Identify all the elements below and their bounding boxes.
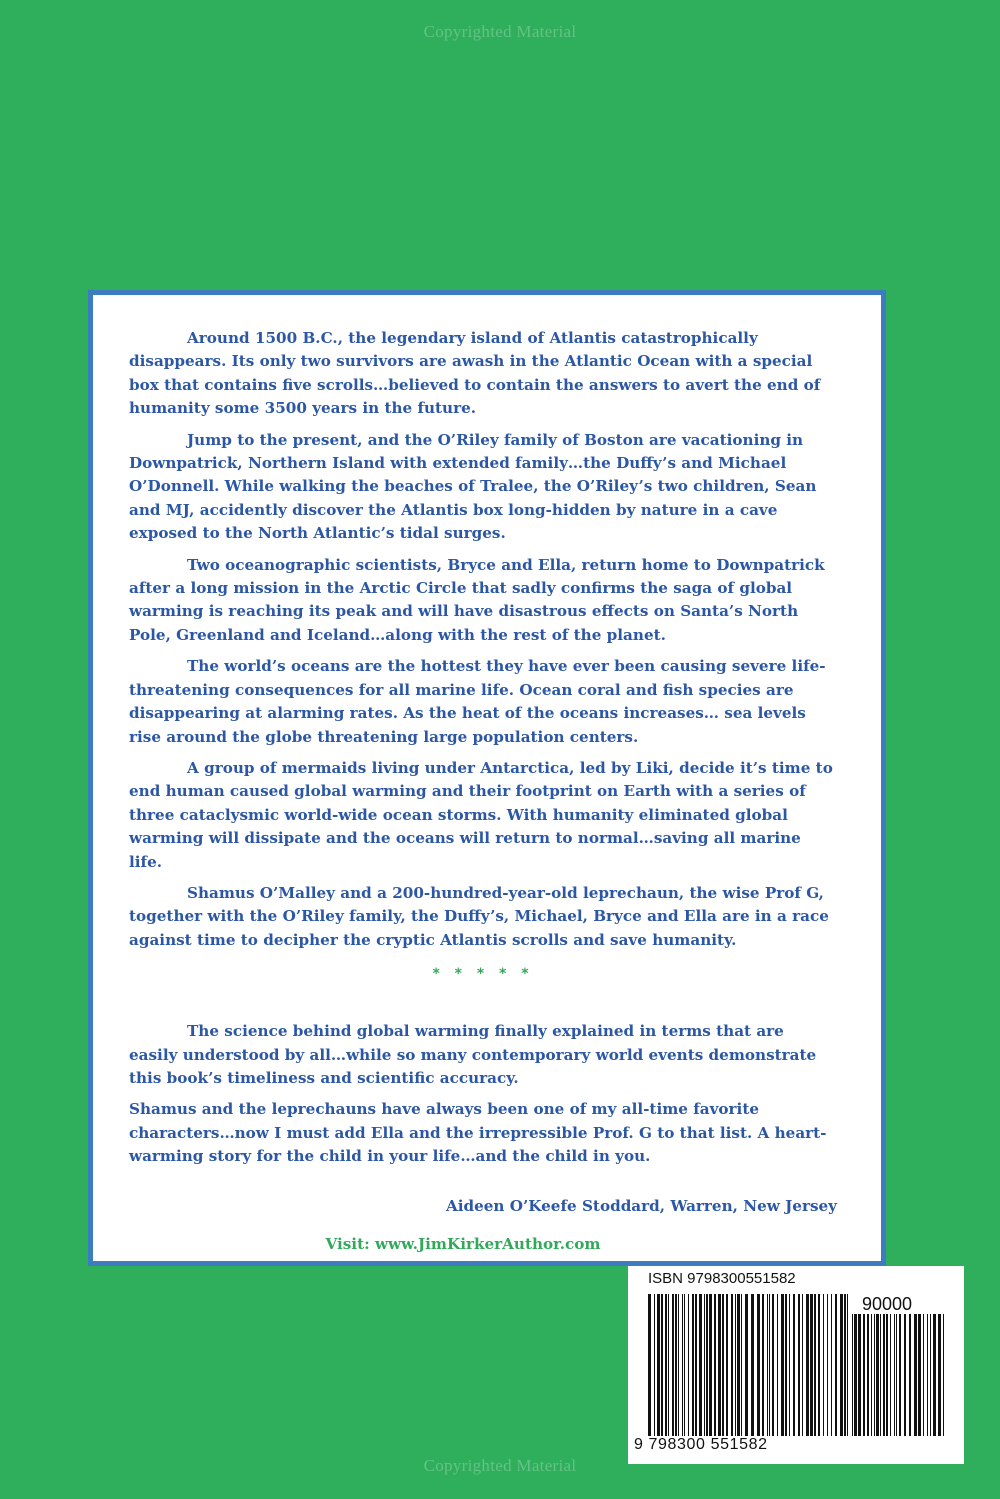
price-code: 90000 [862,1294,913,1314]
author-website-link[interactable]: Visit: www.JimKirkerAuthor.com [325,1234,601,1253]
blurb-paragraph-1: Around 1500 B.C., the legendary island of Atlantis catastrophically disappears. Its only two survivors are awash in the Atlantic Ocean with a special box that contains five scrolls…believed to contain the answers to avert the end of humanity some 3500 years in the future. [129,329,821,418]
review-paragraph-2: Shamus and the leprechauns have always been one of my all-time favorite characters…now I must add Ella and the irrepressible Prof. G to that list. A heart-warming story for the child in your life…and the child in you. [129,1100,827,1166]
blurb-paragraph-4: The world’s oceans are the hottest they have ever been causing severe life-threatening consequences for all marine life. Ocean coral and fish species are disappearing at alarming rates. As the heat of the oceans increases… sea levels rise around the globe threatening large population centers. [129,657,826,746]
copyright-watermark-bottom: Copyrighted Material [423,1456,577,1475]
review-attribution: Aideen O’Keefe Stoddard, Warren, New Jersey [445,1196,837,1215]
isbn-label: ISBN 9798300551582 [648,1270,796,1287]
section-separator: * * * * * [432,966,534,983]
blurb-paragraph-3: Two oceanographic scientists, Bryce and Ella, return home to Downpatrick after a long mission in the Arctic Circle that sadly confirms the saga of global warming is reaching its peak and will have disastrous effects on Santa’s North Pole, Greenland and Iceland…along with the rest of the planet. [129,555,825,644]
blurb-paragraph-2: Jump to the present, and the O’Riley family of Boston are vacationing in Downpatrick, Northern Island with extended family…the Duffy’s and Michael O’Donnell. While walking the beaches of Tralee, the O’Riley’s two children, Sean and MJ, accidently discover the Atlantis box long-hidden by nature in a cave exposed to the North Atlantic’s tidal surges. [129,430,817,543]
isbn-barcode [628,1266,964,1464]
copyright-watermark-top: Copyrighted Material [423,22,577,41]
blurb-paragraph-6: Shamus O’Malley and a 200-hundred-year-old leprechaun, the wise Prof G, together with the O’Riley family, the Duffy’s, Michael, Bryce and Ella are in a race against time to decipher the cryptic Atlantis scrolls and save humanity. [129,883,829,949]
blurb-panel [88,290,886,1266]
addon-barcode-bars [852,1314,944,1436]
review-paragraph-1: The science behind global warming finally explained in terms that are easily understood by all…while so many contemporary world events demonstrate this book’s timeliness and scientific accuracy. [129,1022,817,1087]
ean-digits: 9 798300 551582 [634,1436,768,1453]
blurb-paragraph-5: A group of mermaids living under Antarctica, led by Liki, decide it’s time to end human caused global warming and their footprint on Earth with a series of three cataclysmic world-wide ocean storms. With humanity eliminated global warming will dissipate and the oceans will return to normal…saving all marine life. [129,758,833,871]
ean-barcode-bars [648,1294,848,1436]
